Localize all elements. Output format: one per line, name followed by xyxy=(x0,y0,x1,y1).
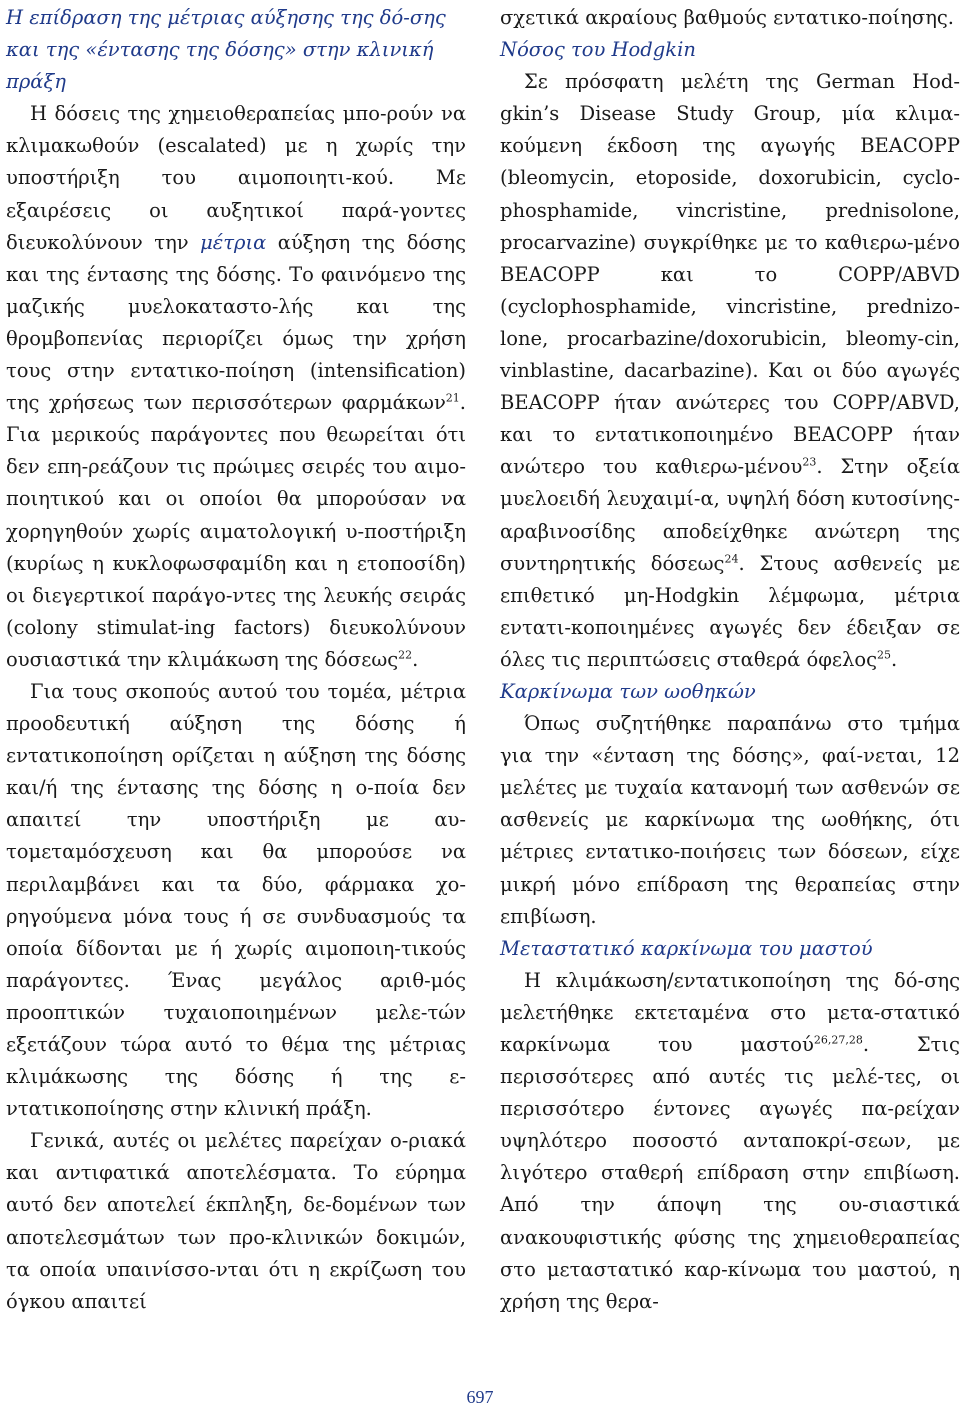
text-run: . Στις περισσότερες από αυτές τις μελέ-τες, οι περισσότερο έντονες αγωγές πα-ρείχαν υψηλότερο ποσοστό ανταποκρί-σεων, με λιγότερο σταθερή επίδραση στην επιβίωση. Από την άποψη της ου-σιαστικά ανακουφιστικής φύσης της χημειοθεραπείας στο μεταστατικό καρ-κίνωμα του μαστού, η χρήση της θερα- xyxy=(500,1033,960,1313)
text-run: . xyxy=(891,647,898,671)
reference-25[interactable]: 25 xyxy=(877,648,892,662)
page-number: 697 xyxy=(466,1387,494,1407)
section-heading-hodgkin: Νόσος του Hodgkin xyxy=(500,38,696,62)
section-heading-ovarian: Καρκίνωμα των ωοθηκών xyxy=(500,679,756,703)
text-run: . Στην οξεία μυελοειδή λευχαιμί-α, υψηλή δόση κυτοσίνης-αραβινοσίδης αποδείχθηκε ανώτερη της συντηρητικής δόσεως xyxy=(500,455,960,575)
reference-22[interactable]: 22 xyxy=(398,648,413,662)
text-run: . Στους ασθενείς με επιθετικό μη-Hodgkin λέμφωμα, μέτρια εντατι-κοποιημένες αγωγές δεν έδειξαν σε όλες τις περιπτώσεις σταθερά όφελος xyxy=(500,551,960,671)
section-heading-dose-escalation: Η επίδραση της μέτριας αύξησης της δό-σης και της «έντασης της δόσης» στην κλινική πράξη xyxy=(6,6,446,94)
paragraph-results: Γενικά, αυτές οι μελέτες παρείχαν ο-ριακά και αντιφατικά αποτελέσματα. Το εύρημα αυτό δεν αποτελεί έκπληξη, δε-δομένων των αποτελεσμάτων των προ-κλινικών δοκιμών, τα οποία υπαινίσσο-νται ότι η εκρίζωση του όγκου απαιτεί xyxy=(6,1129,466,1313)
paragraph-definition: Για τους σκοπούς αυτού του τομέα, μέτρια προοδευτική αύξηση της δόσης ή εντατικοποίηση ορίζεται η αύξηση της δόσης και/ή της έντασης της δόσης η ο-ποία δεν απαιτεί την υποστήριξη με αυ-τομεταμόσχευση και θα μπορούσε να περιλαμβάνει και τα δύο, φάρμακα χο-ρηγούμενα μόνα τους ή σε συνδυασμούς τα οποία δίδονται με ή χωρίς αιμοποιη-τικούς παράγοντες. Ένας μεγάλος αριθ-μός προοπτικών τυχαιοποιημένων μελε-τών εξετάζουν τώρα αυτό το θέμα της μέτριας κλιμάκωσης της δόσης ή της ε-ντατικοποίησης στην κλινική πράξη. xyxy=(6,679,466,1121)
paragraph-intro xyxy=(6,98,466,676)
text-run: . xyxy=(412,647,419,671)
text-run: . Για μερικούς παράγοντες που θεωρείται ότι δεν επη-ρεάζουν τις πρώιμες σειρές του αιμο-ποιητικού και οι οποίοι θα μπορούσαν να χορηγηθούν χωρίς αιματολογική υ-ποστήριξη (κυρίως η κυκλοφωσφαμίδη και η ετοποσίδη) οι διεγερτικοί παράγο-ντες της λευκής σειράς (colony stimulat-ing factors) διευκολύνουν ουσιαστικά την κλιμάκωση της δόσεως xyxy=(6,391,466,671)
paragraph-ovarian: Όπως συζητήθηκε παραπάνω στο τμήμα για την «ένταση της δόσης», φαί-νεται, 12 μελέτες με τυχαία κατανομή των ασθενών σε ασθενείς με καρκίνωμα της ωοθήκης, ότι μέτριες εντατικο-ποιήσεις των δόσεων, είχε μικρή μόνο επίδραση της θεραπείας στην επιβίωση. xyxy=(500,712,960,928)
reference-24[interactable]: 24 xyxy=(724,552,739,566)
reference-21[interactable]: 21 xyxy=(445,391,460,405)
text-run: Η κλιμάκωση/εντατικοποίηση της δό-σης μελετήθηκε εκτεταμένα στο μετα-στατικό καρκίνωμα του μαστού xyxy=(500,968,960,1056)
left-column xyxy=(6,2,466,1318)
text-run: Σε πρόσφατη μελέτη της German Hod-gkin’s Disease Study Group, μία κλιμα-κούμενη έκδοση της αγωγής BEACOPP (bleomycin, etoposide, doxorubicin, cyclo-phosphamide, vincristine, prednisolone, procarvazine) συγκρίθηκε με το καθιερω-μένο BEACOPP και το COPP/ABVD (cyclophosphamide, vincristine, prednizo-lone, procarbazine/doxorubicin, bleomy-cin, vinblastine, dacarbazine). Και οι δύο αγωγές BEACOPP ήταν ανώτερες του COPP/ABVD, και το εντατικοποιημένο BEACOPP ήταν ανώτερο του καθιερω-μένου xyxy=(500,70,960,479)
paragraph-breast xyxy=(500,965,960,1318)
reference-23[interactable]: 23 xyxy=(802,455,817,469)
section-heading-breast: Μεταστατικό καρκίνωμα του μαστού xyxy=(500,936,873,960)
right-column xyxy=(500,2,960,1318)
emphasis-text: μέτρια xyxy=(200,230,267,254)
paragraph-hodgkin xyxy=(500,66,960,676)
text-run: Η δόσεις της χημειοθεραπείας μπο-ρούν να κλιμακωθούν (escalated) με η χωρίς την υποστήριξη του αιμοποιητι-κού. Με εξαιρέσεις οι αυξητικοί παρά-γοντες διευκολύνουν την xyxy=(6,102,466,254)
paragraph-continuation: σχετικά ακραίους βαθμούς εντατικο-ποίησης. xyxy=(500,6,954,29)
reference-26-28[interactable]: 26,27,28 xyxy=(813,1033,863,1047)
text-run: αύξηση της δόσης και της έντασης της δόσης. Το φαινόμενο της μαζικής μυελοκαταστο-λής και της θρομβοπενίας περιορίζει όμως την χρήση τους στην εντατικο-ποίηση (intensification) της χρήσεως των περισσότερων φαρμάκων xyxy=(6,230,466,415)
